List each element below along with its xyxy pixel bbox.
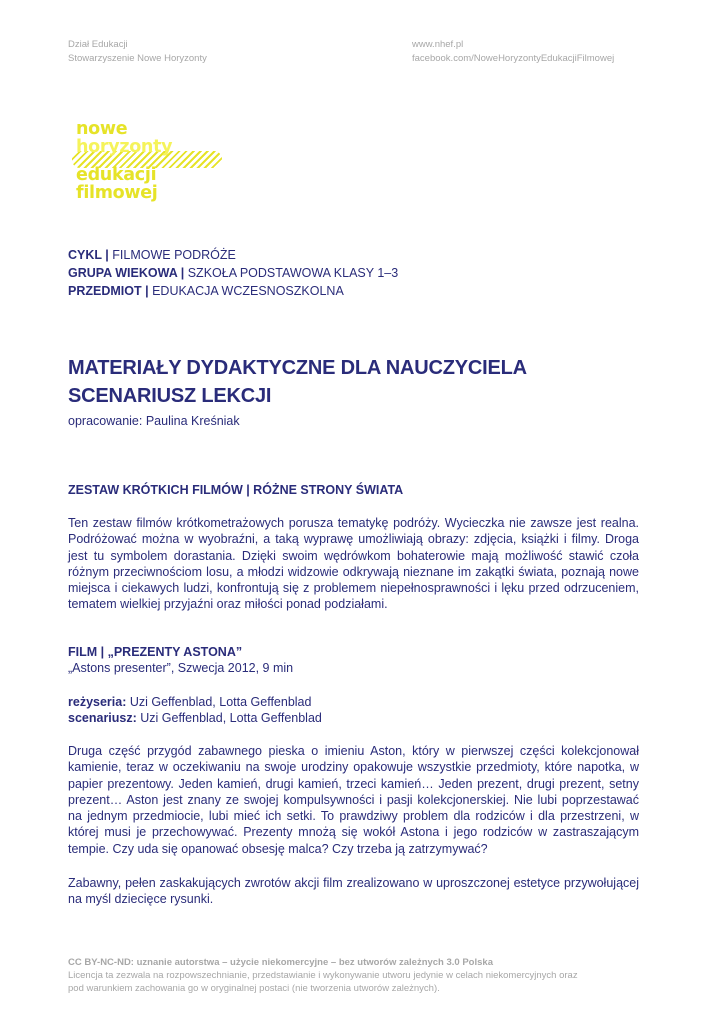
meta-subject: [68, 283, 344, 299]
intro-paragraph: Ten zestaw filmów krótkometrażowych porusza tematykę podróży. Wycieczka nie zawsze jest realna. Podróżować można w wyobraźni, a taką wyprawę umożliwiają obrazy: zdjęcia, książki i filmy. Droga jest tu symbolem dorastania. Dzięki swoim wędrówkom bohaterowie mają możliwość stawić czoła różnym przeciwnościom losu, a młodzi widzowie odkrywają nieznane im zakątki świata, poznają nowe miejsca i ciekawych ludzi, konfrontują się z problemem niepełnosprawności i lęku przed odrzuceniem, tematem wielkiej przyjaźni oraz miłości ponad podziałami.: [68, 516, 639, 612]
credit-label: scenariusz:: [68, 711, 137, 725]
logo-word: horyzonty: [76, 137, 173, 157]
meta-cycle: [68, 247, 236, 263]
meta-value: EDUKACJA WCZESNOSZKOLNA: [152, 284, 344, 298]
page-title: MATERIAŁY DYDAKTYCZNE DLA NAUCZYCIELA: [68, 357, 527, 379]
credit-label: reżyseria:: [68, 695, 127, 709]
footer-license-text: Licencja ta zezwala na rozpowszechnianie, przedstawianie i wykonywanie utworu jedynie w celach niekomercyjnych oraz: [68, 970, 578, 981]
meta-age-group: [68, 265, 398, 281]
credit-value: Uzi Geffenblad, Lotta Geffenblad: [136, 711, 322, 725]
film-description: Druga część przygód zabawnego pieska o imieniu Aston, który w pierwszej części kolekcjonował kamienie, teraz w oczekiwaniu na swoje urodziny opakowuje wszystkie przedmioty, które napotka, w papier prezentowy. Jeden kamień, drugi kamień, trzeci kamień… Jeden prezent, drugi prezent, setny prezent… Aston jest znany ze swojej kompulsywności i pasji kolekcjonerskiej. Nie lubi poprzestawać na jednym przedmiocie, lubi mieć ich setki. To prawdziwy problem dla rodziców i dla przestrzeni, w której musi je przechowywać. Prezenty mnożą się wokół Astona i jego rodziców w zastraszającym tempie. Czy uda się opanować obsesję malca? Czy trzeba ją zatrzymywać?: [68, 744, 639, 856]
header-right: [412, 38, 614, 66]
film-director: [68, 695, 311, 709]
page-subtitle: SCENARIUSZ LEKCJI: [68, 385, 272, 407]
logo: [76, 120, 236, 215]
header-website-link[interactable]: www.nhef.pl: [412, 39, 464, 50]
footer-license-text: pod warunkiem zachowania go w oryginalnej postaci (nie tworzenia utworów zależnych).: [68, 983, 440, 994]
header-facebook-link[interactable]: facebook.com/NoweHoryzontyEdukacjiFilmowej: [412, 53, 615, 64]
footer-license: CC BY-NC-ND: uznanie autorstwa – użycie niekomercyjne – bez utworów zależnych 3.0 Polska: [68, 957, 493, 968]
credit-value: Uzi Geffenblad, Lotta Geffenblad: [126, 695, 312, 709]
film-subtitle: „Astons presenter”, Szwecja 2012, 9 min: [68, 661, 294, 675]
header-organization: Stowarzyszenie Nowe Horyzonty: [68, 53, 207, 64]
logo-word: filmowej: [76, 183, 158, 203]
meta-value: SZKOŁA PODSTAWOWA KLASY 1–3: [187, 266, 399, 280]
logo-word: nowe: [76, 119, 128, 139]
meta-label: CYKL |: [68, 248, 109, 262]
meta-label: GRUPA WIEKOWA |: [68, 266, 185, 280]
logo-word: edukacji: [76, 165, 157, 185]
header-department: Dział Edukacji: [68, 39, 128, 50]
film-title: FILM | „PREZENTY ASTONA”: [68, 645, 243, 659]
author-line: opracowanie: Paulina Kreśniak: [68, 414, 240, 428]
film-script: [68, 711, 322, 725]
meta-label: PRZEDMIOT |: [68, 284, 149, 298]
meta-value: FILMOWE PODRÓŻE: [112, 248, 236, 262]
header-left: [68, 38, 207, 66]
film-note: Zabawny, pełen zaskakujących zwrotów akcji film zrealizowano w uproszczonej estetyce przywołującej na myśl dziecięce rysunki.: [68, 876, 639, 907]
section-title: ZESTAW KRÓTKICH FILMÓW | RÓŻNE STRONY ŚWIATA: [68, 483, 404, 497]
